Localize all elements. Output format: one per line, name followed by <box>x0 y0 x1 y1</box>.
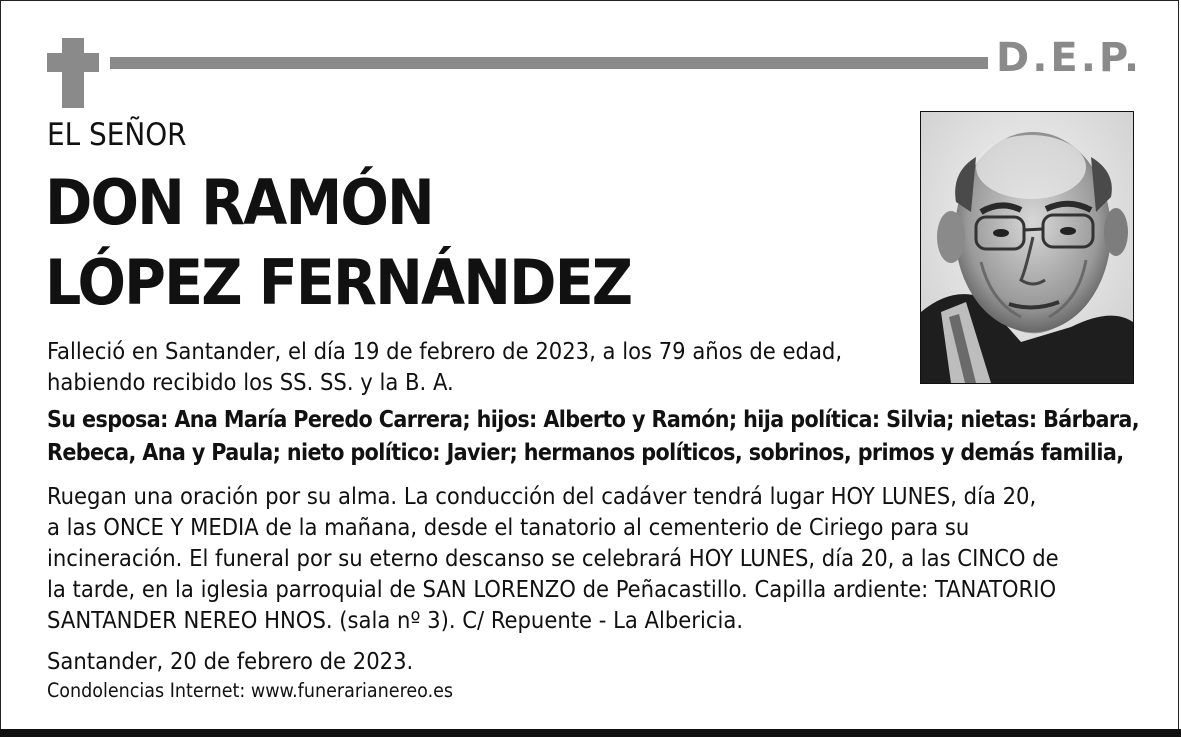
place-date: Santander, 20 de febrero de 2023. <box>47 647 414 675</box>
death-notice <box>47 336 842 398</box>
funeral-details-line: a las ONCE Y MEDIA de la mañana, desde el tanatorio al cementerio de Ciriego para su <box>47 513 970 541</box>
bottom-border <box>0 729 1181 737</box>
family-line: Su esposa: Ana María Peredo Carrera; hijos: Alberto y Ramón; hija política: Silvia; nietas: Bárbara, <box>47 407 1140 433</box>
family-line: Rebeca, Ana y Paula; nieto político: Javier; hermanos políticos, sobrinos, primos y demás familia, <box>47 440 1124 466</box>
portrait-photo <box>920 111 1134 384</box>
deceased-name-line2: LÓPEZ FERNÁNDEZ <box>45 246 632 319</box>
family-list <box>47 404 1139 470</box>
death-notice-line: habiendo recibido los SS. SS. y la B. A. <box>47 368 454 396</box>
funeral-details-line: incineración. El funeral por su eterno descanso se celebrará HOY LUNES, día 20, a las CINCO de <box>47 544 1059 572</box>
funeral-details <box>47 481 1059 636</box>
cross-icon-bar <box>47 53 99 72</box>
cross-icon <box>62 38 84 108</box>
header-rule <box>110 57 988 69</box>
condolences-line: Condolencias Internet: www.funerarianereo.es <box>47 679 454 702</box>
death-notice-line: Falleció en Santander, el día 19 de febrero de 2023, a los 79 años de edad, <box>47 337 843 365</box>
dep-label: D.E.P. <box>996 35 1143 81</box>
deceased-name-line1: DON RAMÓN <box>45 166 433 239</box>
funeral-details-line: SANTANDER NEREO HNOS. (sala nº 3). C/ Repuente - La Albericia. <box>47 606 744 634</box>
funeral-details-line: Ruegan una oración por su alma. La conducción del cadáver tendrá lugar HOY LUNES, día 20, <box>47 482 1037 510</box>
funeral-details-line: la tarde, en la iglesia parroquial de SAN LORENZO de Peñacastillo. Capilla ardiente: TANATORIO <box>47 575 1057 603</box>
deceased-title: EL SEÑOR <box>47 117 187 153</box>
portrait-image <box>921 112 1133 383</box>
